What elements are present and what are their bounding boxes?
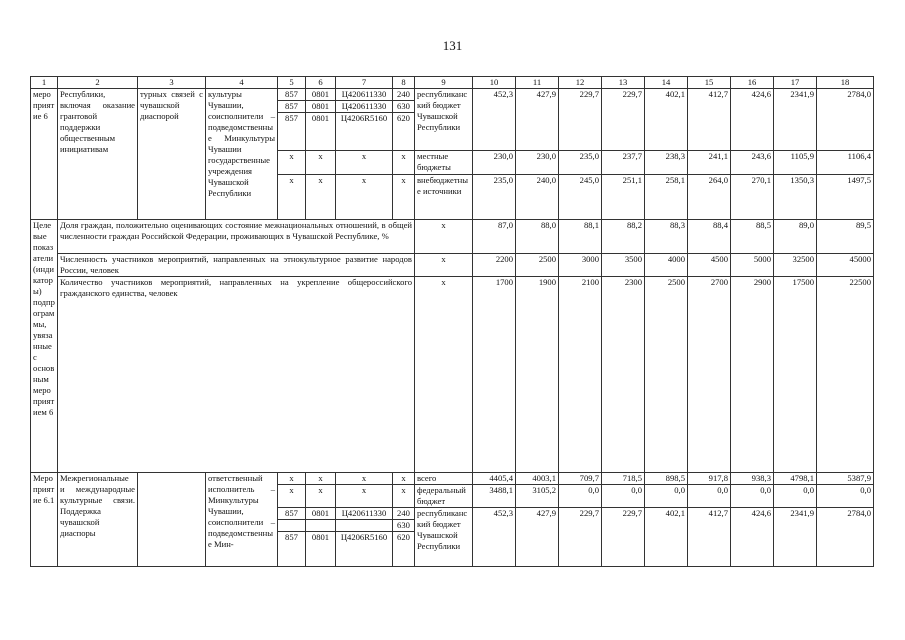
value-cell: 2500 bbox=[645, 277, 688, 473]
value-cell: 412,7 bbox=[688, 508, 731, 567]
value-cell: 251,1 bbox=[602, 175, 645, 220]
indicator-x: x bbox=[415, 277, 473, 473]
code-rz: 0801 bbox=[306, 101, 336, 113]
event-goal: турных связей с чувашской диаспорой bbox=[138, 89, 206, 220]
event-name: Республики, включая оказание грантовой поддержки общественным инициативам bbox=[58, 89, 138, 220]
code-rz: 0801 bbox=[306, 508, 336, 520]
value-cell: 938,3 bbox=[731, 473, 774, 485]
value-cell: 241,1 bbox=[688, 151, 731, 175]
indicator-text: Численность участников мероприятий, направленных на этнокультурное развитие народов России, человек bbox=[58, 254, 415, 277]
value-cell: 0,0 bbox=[817, 485, 874, 508]
value-cell: 238,3 bbox=[645, 151, 688, 175]
code-vr: x bbox=[393, 473, 415, 485]
value-cell: 270,1 bbox=[731, 175, 774, 220]
budget-table bbox=[30, 76, 874, 567]
code-grbs: x bbox=[278, 175, 306, 220]
code-vr: 630 bbox=[393, 101, 415, 113]
event-name: Межрегиональные и международные культурные связи. Поддержка чувашской диаспоры bbox=[58, 473, 138, 567]
value-cell: 4500 bbox=[688, 254, 731, 277]
code-vr: x bbox=[393, 175, 415, 220]
code-csr: Ц4206R5160 bbox=[336, 113, 393, 151]
value-cell: 1105,9 bbox=[774, 151, 817, 175]
value-cell: 89,5 bbox=[817, 220, 874, 254]
value-cell: 3500 bbox=[602, 254, 645, 277]
value-cell: 424,6 bbox=[731, 508, 774, 567]
funding-source: республиканский бюджет Чувашской Республики bbox=[415, 89, 473, 151]
code-rz: 0801 bbox=[306, 532, 336, 567]
value-cell: 235,0 bbox=[559, 151, 602, 175]
table-row bbox=[31, 473, 874, 485]
code-rz: x bbox=[306, 151, 336, 175]
code-vr: 240 bbox=[393, 89, 415, 101]
value-cell: 1497,5 bbox=[817, 175, 874, 220]
code-grbs: 857 bbox=[278, 113, 306, 151]
code-csr: x bbox=[336, 485, 393, 508]
value-cell: 1106,4 bbox=[817, 151, 874, 175]
funding-source: республиканский бюджет Чувашской Республики bbox=[415, 508, 473, 567]
code-grbs: x bbox=[278, 151, 306, 175]
code-grbs: 857 bbox=[278, 532, 306, 567]
code-vr: x bbox=[393, 485, 415, 508]
value-cell: 230,0 bbox=[516, 151, 559, 175]
table-body bbox=[31, 77, 874, 567]
value-cell: 452,3 bbox=[473, 508, 516, 567]
value-cell: 17500 bbox=[774, 277, 817, 473]
table-row bbox=[31, 89, 874, 101]
code-vr: 630 bbox=[393, 520, 415, 532]
event-goal bbox=[138, 473, 206, 567]
value-cell: 412,7 bbox=[688, 89, 731, 151]
value-cell: 88,5 bbox=[731, 220, 774, 254]
funding-source: федеральный бюджет bbox=[415, 485, 473, 508]
value-cell: 89,0 bbox=[774, 220, 817, 254]
value-cell: 424,6 bbox=[731, 89, 774, 151]
value-cell: 2300 bbox=[602, 277, 645, 473]
executor: ответственный исполнитель – Минкультуры Чувашии, соисполнители – подведомственные Мин- bbox=[206, 473, 278, 567]
column-number: 11 bbox=[516, 77, 559, 89]
code-grbs: x bbox=[278, 485, 306, 508]
code-rz: 0801 bbox=[306, 113, 336, 151]
value-cell: 245,0 bbox=[559, 175, 602, 220]
value-cell: 427,9 bbox=[516, 89, 559, 151]
value-cell: 2200 bbox=[473, 254, 516, 277]
value-cell: 0,0 bbox=[559, 485, 602, 508]
code-csr: x bbox=[336, 473, 393, 485]
value-cell: 0,0 bbox=[602, 485, 645, 508]
value-cell: 4003,1 bbox=[516, 473, 559, 485]
value-cell: 229,7 bbox=[559, 89, 602, 151]
column-number: 2 bbox=[58, 77, 138, 89]
code-rz: x bbox=[306, 473, 336, 485]
value-cell: 4000 bbox=[645, 254, 688, 277]
value-cell: 230,0 bbox=[473, 151, 516, 175]
code-csr: Ц4206R5160 bbox=[336, 532, 393, 567]
value-cell: 4798,1 bbox=[774, 473, 817, 485]
column-number: 7 bbox=[336, 77, 393, 89]
value-cell: 229,7 bbox=[602, 89, 645, 151]
code-csr: Ц420611330 bbox=[336, 101, 393, 113]
indicator-x: x bbox=[415, 220, 473, 254]
code-grbs bbox=[278, 520, 306, 532]
column-number: 8 bbox=[393, 77, 415, 89]
value-cell: 88,1 bbox=[559, 220, 602, 254]
value-cell: 88,4 bbox=[688, 220, 731, 254]
executor: культуры Чувашии, соисполнители – подведомственные Минкультуры Чувашии государственные учреждения Чувашской Республики bbox=[206, 89, 278, 220]
column-number: 1 bbox=[31, 77, 58, 89]
value-cell: 2100 bbox=[559, 277, 602, 473]
page-number: 131 bbox=[442, 38, 463, 53]
value-cell: 718,5 bbox=[602, 473, 645, 485]
code-grbs: 857 bbox=[278, 89, 306, 101]
column-number: 16 bbox=[731, 77, 774, 89]
funding-source: всего bbox=[415, 473, 473, 485]
value-cell: 4405,4 bbox=[473, 473, 516, 485]
code-csr: Ц420611330 bbox=[336, 508, 393, 520]
code-rz: x bbox=[306, 175, 336, 220]
value-cell: 0,0 bbox=[731, 485, 774, 508]
value-cell: 87,0 bbox=[473, 220, 516, 254]
value-cell: 898,5 bbox=[645, 473, 688, 485]
value-cell: 45000 bbox=[817, 254, 874, 277]
value-cell: 32500 bbox=[774, 254, 817, 277]
indicator-x: x bbox=[415, 254, 473, 277]
value-cell: 2341,9 bbox=[774, 508, 817, 567]
value-cell: 22500 bbox=[817, 277, 874, 473]
indicator-text: Количество участников мероприятий, направленных на укрепление общероссийского гражданского единства, человек bbox=[58, 277, 415, 473]
value-cell: 427,9 bbox=[516, 508, 559, 567]
value-cell: 2900 bbox=[731, 277, 774, 473]
funding-source: внебюджетные источники bbox=[415, 175, 473, 220]
code-csr: x bbox=[336, 151, 393, 175]
value-cell: 3105,2 bbox=[516, 485, 559, 508]
value-cell: 5000 bbox=[731, 254, 774, 277]
value-cell: 0,0 bbox=[774, 485, 817, 508]
value-cell: 1900 bbox=[516, 277, 559, 473]
value-cell: 240,0 bbox=[516, 175, 559, 220]
table-row bbox=[31, 254, 874, 277]
value-cell: 402,1 bbox=[645, 89, 688, 151]
header-row bbox=[31, 77, 874, 89]
code-csr bbox=[336, 520, 393, 532]
value-cell: 2784,0 bbox=[817, 508, 874, 567]
value-cell: 264,0 bbox=[688, 175, 731, 220]
value-cell: 2700 bbox=[688, 277, 731, 473]
column-number: 4 bbox=[206, 77, 278, 89]
code-vr: x bbox=[393, 151, 415, 175]
column-number: 17 bbox=[774, 77, 817, 89]
event-label: Мероприятие 6.1 bbox=[31, 473, 58, 567]
value-cell: 3488,1 bbox=[473, 485, 516, 508]
code-csr: Ц420611330 bbox=[336, 89, 393, 101]
column-number: 14 bbox=[645, 77, 688, 89]
value-cell: 2341,9 bbox=[774, 89, 817, 151]
value-cell: 3000 bbox=[559, 254, 602, 277]
indicators-label: Целевые показатели (индикаторы) подпрограммы, увязанные с основным мероприятием 6 bbox=[31, 220, 58, 473]
value-cell: 258,1 bbox=[645, 175, 688, 220]
value-cell: 235,0 bbox=[473, 175, 516, 220]
column-number: 6 bbox=[306, 77, 336, 89]
column-number: 13 bbox=[602, 77, 645, 89]
code-grbs: x bbox=[278, 473, 306, 485]
value-cell: 402,1 bbox=[645, 508, 688, 567]
value-cell: 229,7 bbox=[559, 508, 602, 567]
column-number: 18 bbox=[817, 77, 874, 89]
code-grbs: 857 bbox=[278, 101, 306, 113]
value-cell: 5387,9 bbox=[817, 473, 874, 485]
column-number: 15 bbox=[688, 77, 731, 89]
code-rz: 0801 bbox=[306, 89, 336, 101]
value-cell: 237,7 bbox=[602, 151, 645, 175]
value-cell: 88,2 bbox=[602, 220, 645, 254]
code-vr: 620 bbox=[393, 532, 415, 567]
value-cell: 1350,3 bbox=[774, 175, 817, 220]
value-cell: 88,3 bbox=[645, 220, 688, 254]
column-number: 9 bbox=[415, 77, 473, 89]
table-row bbox=[31, 220, 874, 254]
code-grbs: 857 bbox=[278, 508, 306, 520]
value-cell: 917,8 bbox=[688, 473, 731, 485]
value-cell: 0,0 bbox=[645, 485, 688, 508]
value-cell: 0,0 bbox=[688, 485, 731, 508]
value-cell: 243,6 bbox=[731, 151, 774, 175]
table-row bbox=[31, 277, 874, 473]
column-number: 3 bbox=[138, 77, 206, 89]
code-vr: 240 bbox=[393, 508, 415, 520]
column-number: 5 bbox=[278, 77, 306, 89]
code-vr: 620 bbox=[393, 113, 415, 151]
value-cell: 1700 bbox=[473, 277, 516, 473]
value-cell: 2500 bbox=[516, 254, 559, 277]
code-rz bbox=[306, 520, 336, 532]
value-cell: 229,7 bbox=[602, 508, 645, 567]
value-cell: 88,0 bbox=[516, 220, 559, 254]
indicator-text: Доля граждан, положительно оценивающих состояние межнациональных отношений, в общей численности граждан Российской Федерации, проживающих в Чувашской Республике, % bbox=[58, 220, 415, 254]
funding-source: местные бюджеты bbox=[415, 151, 473, 175]
column-number: 10 bbox=[473, 77, 516, 89]
value-cell: 452,3 bbox=[473, 89, 516, 151]
code-csr: x bbox=[336, 175, 393, 220]
code-rz: x bbox=[306, 485, 336, 508]
column-number: 12 bbox=[559, 77, 602, 89]
value-cell: 709,7 bbox=[559, 473, 602, 485]
event-label: мероприятие 6 bbox=[31, 89, 58, 220]
value-cell: 2784,0 bbox=[817, 89, 874, 151]
